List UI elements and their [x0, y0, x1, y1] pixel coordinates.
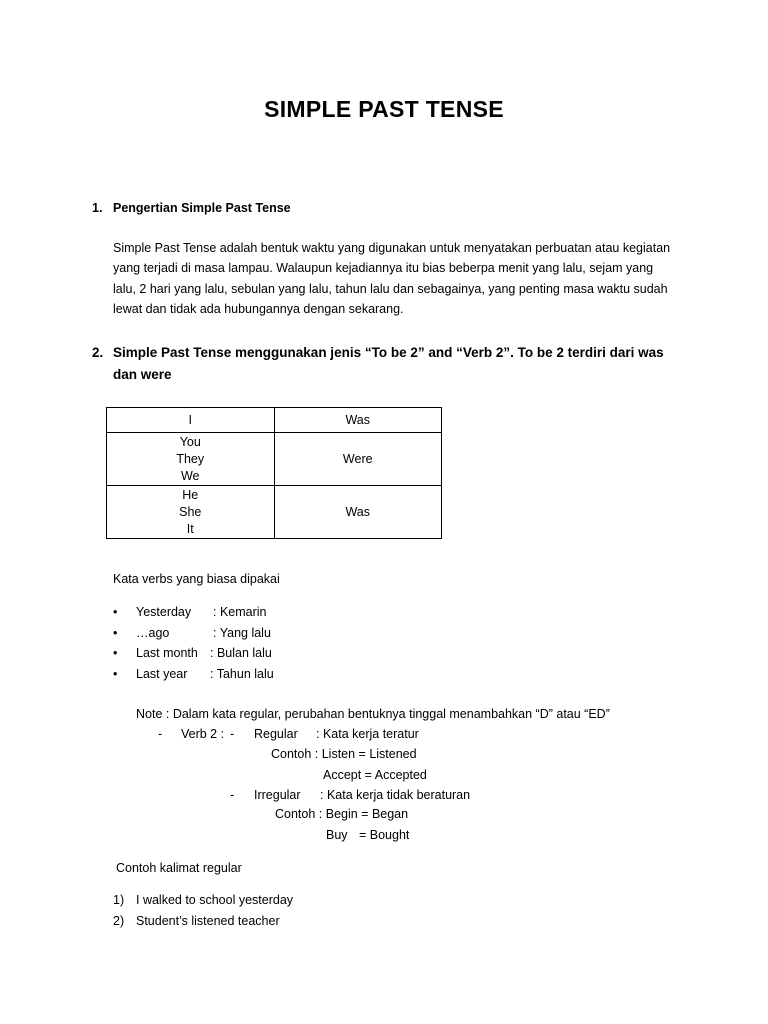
example-number: 2) — [113, 914, 125, 928]
section1-heading: Pengertian Simple Past Tense — [113, 201, 291, 215]
time-word: …ago — [136, 626, 170, 640]
example-number: 1) — [113, 893, 125, 907]
section2-heading-line1: Simple Past Tense menggunakan jenis “To be 2” and “Verb 2”. To be 2 terdiri dari was — [113, 345, 664, 360]
paragraph-line-3: lalu, 2 hari yang lalu, sebulan yang lalu, tahun lalu dan sebagainya, yang penting masa waktu sudah — [113, 282, 668, 296]
irregular-meaning: : Kata kerja tidak beraturan — [320, 788, 471, 802]
table-cell-verb — [274, 486, 442, 539]
section2-heading-line2: dan were — [113, 367, 172, 382]
bullet-icon: • — [113, 605, 118, 619]
time-word-meaning: : Yang lalu — [213, 626, 271, 640]
paragraph-line-4: lewat dan tidak ada hubungannya dengan sekarang. — [113, 302, 404, 316]
irregular-example-2-rest: = Bought — [359, 828, 410, 842]
examples-heading: Contoh kalimat regular — [116, 861, 242, 875]
section1-number: 1. — [92, 201, 103, 215]
regular-meaning: : Kata kerja teratur — [316, 727, 419, 741]
subject-text: We — [180, 468, 200, 483]
verbs-intro: Kata verbs yang biasa dipakai — [113, 572, 280, 586]
verb2-dash: - — [158, 727, 163, 741]
time-word-meaning: : Kemarin — [213, 605, 267, 619]
irregular-example-2-word: Buy — [326, 828, 348, 842]
subject-text: It — [186, 521, 194, 536]
regular-label: Regular — [254, 727, 298, 741]
regular-example-1: Contoh : Listen = Listened — [271, 747, 417, 761]
verb-text: Was — [345, 504, 371, 519]
irregular-label: Irregular — [254, 788, 301, 802]
example-sentence: Student’s listened teacher — [136, 914, 280, 928]
verb-text: Was — [345, 412, 371, 427]
subject-text: He — [182, 487, 199, 502]
time-word: Last month — [136, 646, 198, 660]
irregular-dash: - — [230, 788, 235, 802]
bullet-icon: • — [113, 626, 118, 640]
page-title: SIMPLE PAST TENSE — [264, 96, 504, 122]
table-row — [107, 486, 442, 539]
time-word: Last year — [136, 667, 188, 681]
table-cell-subject — [107, 486, 275, 539]
time-word: Yesterday — [136, 605, 192, 619]
table-cell-verb — [274, 408, 442, 433]
subject-text: You — [179, 434, 201, 449]
verb-text: Were — [342, 451, 373, 466]
table-row — [107, 433, 442, 486]
note-text: Note : Dalam kata regular, perubahan bentuknya tinggal menambahkan “D” atau “ED” — [136, 707, 610, 721]
subject-text: They — [176, 451, 205, 466]
irregular-example-1: Contoh : Begin = Began — [275, 807, 409, 821]
regular-dash: - — [230, 727, 235, 741]
example-sentence: I walked to school yesterday — [136, 893, 294, 907]
to-be-table — [106, 407, 442, 539]
subject-text: She — [179, 504, 202, 519]
time-word-meaning: : Bulan lalu — [210, 646, 272, 660]
paragraph-line-1: Simple Past Tense adalah bentuk waktu yang digunakan untuk menyatakan perbuatan atau kegiatan — [113, 241, 671, 255]
verb2-label: Verb 2 : — [181, 727, 225, 741]
time-word-meaning: : Tahun lalu — [210, 667, 274, 681]
subject-text: I — [188, 412, 192, 427]
table-cell-subject — [107, 408, 275, 433]
table-cell-verb — [274, 433, 442, 486]
table-row — [107, 408, 442, 433]
paragraph-line-2: yang terjadi di masa lampau. Walaupun kejadiannya itu bias beberpa menit yang lalu, sejam yang — [113, 261, 654, 275]
bullet-icon: • — [113, 646, 118, 660]
bullet-icon: • — [113, 667, 118, 681]
section2-number: 2. — [92, 345, 104, 360]
regular-example-2: Accept = Accepted — [323, 768, 427, 782]
table-cell-subject — [107, 433, 275, 486]
